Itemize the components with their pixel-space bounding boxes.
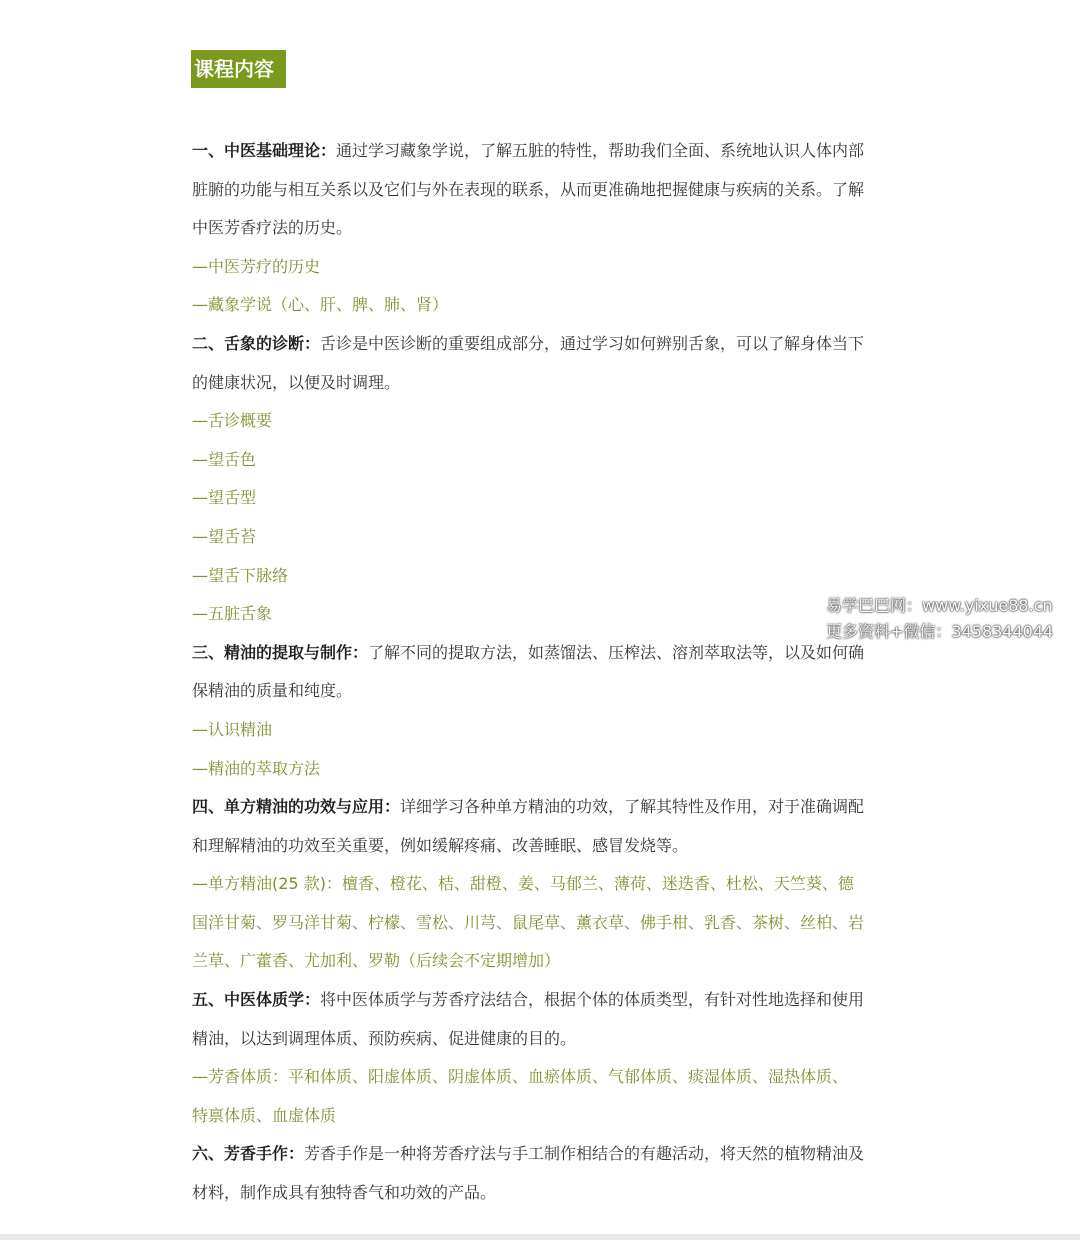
section-line: 脏腑的功能与相互关系以及它们与外在表现的联系，从而更准确地把握健康与疾病的关系。了解 [192, 179, 865, 199]
section-line: 三、精油的提取与制作：了解不同的提取方法，如蒸馏法、压榨法、溶剂萃取法等，以及如何确 [192, 642, 865, 662]
bottom-divider [0, 1234, 1080, 1240]
list-item: —认识精油 [192, 719, 273, 739]
section-line: 四、单方精油的功效与应用：详细学习各种单方精油的功效，了解其特性及作用，对于准确调配 [192, 797, 865, 817]
watermark [826, 593, 1076, 645]
section-line: 的健康状况，以便及时调理。 [192, 372, 401, 392]
list-item: —精油的萃取方法 [192, 758, 321, 778]
section-line: 和理解精油的功效至关重要，例如缓解疼痛、改善睡眠、感冒发烧等。 [192, 835, 689, 855]
section-constitution [192, 981, 892, 1135]
list-item: —望舌型 [192, 488, 257, 508]
watermark-contact: 更多资料+微信：3458344044 [826, 622, 1054, 641]
list-item: —中医芳疗的历史 [192, 256, 321, 276]
list-item: —单方精油(25 款)：檀香、橙花、桔、甜橙、姜、马郁兰、薄荷、迷迭香、杜松、天竺葵、德 [192, 874, 854, 894]
list-item: —芳香体质：平和体质、阳虚体质、阴虚体质、血瘀体质、气郁体质、痰湿体质、湿热体质、 [192, 1067, 849, 1087]
list-item: 特禀体质、血虚体质 [192, 1105, 337, 1125]
section-heading: 一、中医基础理论： [192, 141, 337, 160]
section-heading: 二、舌象的诊断： [192, 333, 321, 353]
section-heading: 五、中医体质学： [192, 990, 321, 1010]
list-item: —望舌苔 [192, 526, 257, 546]
section-line: 保精油的质量和纯度。 [192, 681, 353, 701]
list-item: —五脏舌象 [192, 604, 273, 624]
section-line: 中医芳香疗法的历史。 [192, 218, 353, 238]
section-single-oils [192, 788, 892, 981]
section-heading: 六、芳香手作： [192, 1144, 305, 1164]
section-basic-theory [192, 132, 892, 325]
section-line: 二、舌象的诊断：舌诊是中医诊断的重要组成部分，通过学习如何辨别舌象，可以了解身体当下 [192, 333, 865, 353]
course-content [192, 132, 892, 1213]
section-line: 六、芳香手作：芳香手作是一种将芳香疗法与手工制作相结合的有趣活动，将天然的植物精油及 [192, 1144, 865, 1164]
section-heading: 四、单方精油的功效与应用： [192, 797, 401, 817]
section-line: 五、中医体质学：将中医体质学与芳香疗法结合，根据个体的体质类型，有针对性地选择和使用 [192, 990, 865, 1010]
list-item: 兰草、广藿香、尤加利、罗勒（后续会不定期增加） [192, 951, 561, 971]
section-tongue-diagnosis [192, 325, 892, 634]
list-item: —望舌下脉络 [192, 565, 289, 585]
list-item: 国洋甘菊、罗马洋甘菊、柠檬、雪松、川芎、鼠尾草、薰衣草、佛手柑、乳香、茶树、丝柏、岩 [192, 912, 865, 932]
section-line: 精油，以达到调理体质、预防疾病、促进健康的目的。 [192, 1028, 577, 1048]
section-aroma-craft [192, 1135, 892, 1212]
section-heading: 三、精油的提取与制作： [192, 642, 369, 662]
section-line: 材料，制作成具有独特香气和功效的产品。 [192, 1183, 497, 1203]
section-oil-extraction [192, 634, 892, 788]
list-item: —舌诊概要 [192, 411, 273, 431]
section-line: 一、中医基础理论：通过学习藏象学说，了解五脏的特性，帮助我们全面、系统地认识人体内部 [192, 141, 865, 160]
section-title: 课程内容 [191, 50, 286, 88]
watermark-site: 易学巴巴网：www.yixue88.cn [826, 596, 1053, 615]
list-item: —藏象学说（心、肝、脾、肺、肾） [192, 295, 449, 315]
list-item: —望舌色 [192, 449, 257, 469]
